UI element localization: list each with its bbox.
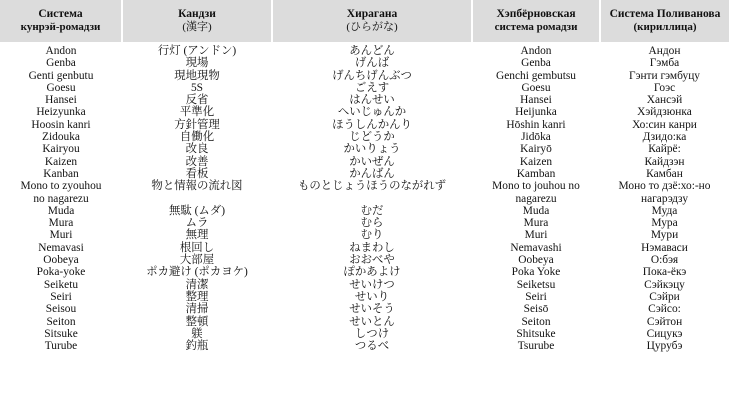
hepburn-cell: Seiton	[521, 315, 551, 328]
kunrei-cell: Sitsuke	[44, 327, 78, 340]
kunrei-cell: Mura	[48, 217, 74, 230]
hiragana-cell: むら	[360, 217, 384, 230]
hepburn-cell: Shitsuke	[516, 327, 556, 340]
hiragana-cell: せいけつ	[349, 278, 395, 291]
hiragana-cell: おおべや	[349, 254, 395, 267]
polivanov-cell: Хо:син канри	[632, 118, 697, 131]
hepburn-cell: Kairyō	[520, 143, 552, 156]
kanji-cell: 物と情報の流れ図	[151, 180, 243, 193]
kanji-cell: 大部屋	[179, 254, 215, 267]
polivanov-cell: Андон	[648, 45, 681, 57]
table-row	[0, 143, 729, 155]
table-body	[0, 42, 729, 352]
polivanov-cell: Мури	[650, 229, 679, 242]
hiragana-cell: しつけ	[354, 327, 390, 340]
table-row	[0, 279, 729, 291]
table-row	[0, 340, 729, 352]
polivanov-cell: Сэйтон	[646, 315, 683, 328]
table-header	[0, 0, 729, 42]
header-polivanov	[600, 0, 729, 42]
kunrei-cell: Heizyunka	[36, 106, 86, 119]
kunrei-cell: Seisou	[45, 303, 77, 316]
hepburn-cell: Muri	[524, 229, 548, 242]
hepburn-cell: Goesu	[521, 81, 551, 94]
hiragana-cell: むだ	[360, 204, 384, 217]
hiragana-cell: ねまわし	[349, 241, 395, 254]
polivanov-cell: Сэйри	[649, 290, 680, 303]
kanji-cell: 整理	[185, 290, 209, 303]
hiragana-cell: ぽかあよけ	[343, 266, 401, 279]
hepburn-cell: Jidōka	[521, 131, 551, 144]
header-polivanov-sub: (кириллица)	[633, 21, 697, 33]
hiragana-cell: つるべ	[354, 340, 390, 353]
hiragana-cell: ものとじょうほうのながれず	[297, 180, 447, 193]
header-hiragana-sub: (ひらがな)	[346, 21, 398, 33]
kanji-cell: 反省	[185, 94, 209, 107]
hepburn-cell: Seiri	[525, 290, 547, 303]
polivanov-cell: Гэнти гэмбуцу	[628, 69, 700, 82]
header-kanji-sub: (漢字)	[182, 21, 212, 33]
kanji-cell: 無駄 (ムダ)	[169, 204, 225, 217]
hepburn-cell: Kamban	[516, 167, 556, 180]
kanji-cell: 躾	[191, 327, 203, 340]
header-kunrei-sub: кунрэй-ромадзи	[20, 21, 101, 33]
kanji-cell: 自働化	[179, 131, 215, 144]
kanji-cell: 整頓	[185, 315, 209, 328]
hiragana-cell: せいそう	[349, 303, 395, 316]
header-kanji-title: Кандзи	[178, 8, 216, 20]
hepburn-cell: Kaizen	[519, 155, 553, 168]
header-hepburn-sub: система ромадзи	[494, 21, 578, 33]
kunrei-cell: Mono to zyouhou no nagarezu	[20, 180, 102, 205]
polivanov-cell: Нэмаваси	[641, 241, 688, 254]
header-kunrei	[0, 0, 122, 42]
kanji-cell: 現地現物	[174, 69, 220, 82]
polivanov-cell: Гоэс	[653, 81, 676, 94]
kunrei-cell: Kaizen	[44, 155, 78, 168]
header-kunrei-title: Система	[38, 8, 83, 20]
hiragana-cell: ごえす	[354, 81, 390, 94]
polivanov-cell: Сэйкэцу	[644, 278, 685, 291]
table-row	[0, 94, 729, 106]
kunrei-cell: Hansei	[45, 94, 77, 107]
polivanov-cell: Моно то дзё:хо:-но нагарэдзу	[618, 180, 711, 205]
table-row	[0, 168, 729, 180]
kunrei-cell: Genti genbutu	[28, 69, 94, 82]
hepburn-cell: Hōshin kanri	[506, 118, 566, 131]
header-hiragana-title: Хирагана	[346, 8, 398, 20]
hepburn-cell: Hansei	[520, 94, 552, 107]
kanji-cell: 改良	[185, 143, 209, 156]
polivanov-cell: Камбан	[646, 167, 683, 180]
table-row	[0, 291, 729, 303]
kunrei-cell: Seiri	[50, 290, 72, 303]
header-row	[0, 0, 729, 42]
table-row	[0, 42, 729, 57]
kanji-cell: 方針管理	[174, 118, 220, 131]
kanji-cell: 行灯 (アンドン)	[157, 45, 237, 57]
hiragana-cell: せいとん	[349, 315, 395, 328]
table-row	[0, 328, 729, 340]
table-row	[0, 82, 729, 94]
polivanov-cell: Сэйсо:	[648, 303, 681, 316]
hepburn-cell: Tsurube	[517, 340, 555, 353]
header-kanji	[122, 0, 272, 42]
hiragana-cell: はんせい	[349, 94, 395, 107]
table-row	[0, 180, 729, 205]
hiragana-cell: むり	[360, 229, 384, 242]
hiragana-cell: かいぜん	[349, 155, 395, 168]
hepburn-cell: Heijunka	[515, 106, 557, 119]
table-row	[0, 266, 729, 278]
kanji-cell: 5S	[190, 81, 204, 94]
kanji-cell: 釣瓶	[185, 340, 209, 353]
polivanov-cell: Хэйдзюнка	[637, 106, 692, 119]
kunrei-cell: Goesu	[46, 81, 76, 94]
kanji-cell: 無理	[185, 229, 209, 242]
table-row	[0, 254, 729, 266]
kunrei-cell: Kanban	[43, 167, 79, 180]
hepburn-cell: Oobeya	[518, 254, 554, 267]
kunrei-cell: Nemavasi	[38, 241, 84, 254]
table-row	[0, 156, 729, 168]
kunrei-cell: Genba	[46, 57, 76, 70]
kanji-cell: 改善	[185, 155, 209, 168]
hiragana-cell: へいじゅんか	[337, 106, 407, 119]
table-row	[0, 57, 729, 69]
hepburn-cell: Muda	[522, 204, 550, 217]
hepburn-cell: Genchi gembutsu	[495, 69, 577, 82]
kunrei-cell: Turube	[44, 340, 78, 353]
table-row	[0, 205, 729, 217]
hepburn-cell: Andon	[520, 45, 552, 57]
kanji-cell: ムラ	[185, 217, 209, 230]
hepburn-cell: Seisō	[523, 303, 549, 316]
polivanov-cell: Сицукэ	[646, 327, 683, 340]
polivanov-cell: Дзидо:ка	[642, 131, 687, 144]
kanji-cell: 平準化	[179, 106, 215, 119]
kanji-cell: 根回し	[179, 241, 215, 254]
kunrei-cell: Muri	[49, 229, 73, 242]
hiragana-cell: せいり	[354, 290, 390, 303]
table-row	[0, 316, 729, 328]
table-row	[0, 119, 729, 131]
table-row	[0, 303, 729, 315]
hiragana-cell: あんどん	[349, 45, 395, 57]
table-row	[0, 217, 729, 229]
kunrei-cell: Zidouka	[42, 131, 80, 144]
kunrei-cell: Poka-yoke	[36, 266, 86, 279]
kunrei-cell: Muda	[47, 204, 75, 217]
polivanov-cell: Пока-ёкэ	[642, 266, 687, 279]
table-row	[0, 229, 729, 241]
kunrei-cell: Andon	[45, 45, 77, 57]
table-row	[0, 242, 729, 254]
hiragana-cell: じどうか	[349, 131, 395, 144]
kunrei-cell: Seiton	[46, 315, 76, 328]
kunrei-cell: Seiketu	[43, 278, 79, 291]
hepburn-cell: Seiketsu	[516, 278, 556, 291]
kanji-cell: 現場	[185, 57, 209, 70]
kunrei-cell: Oobeya	[43, 254, 79, 267]
hepburn-cell: Mono to jouhou no nagarezu	[492, 180, 580, 205]
kunrei-cell: Kairyou	[42, 143, 80, 156]
kanji-cell: 清潔	[185, 278, 209, 291]
hiragana-cell: かんばん	[349, 167, 395, 180]
header-hepburn	[472, 0, 600, 42]
polivanov-cell: Гэмба	[649, 57, 680, 70]
table-row	[0, 70, 729, 82]
kanji-cell: 清掃	[185, 303, 209, 316]
header-polivanov-title: Система Поливанова	[609, 8, 721, 20]
header-hepburn-title: Хэпбёрновская	[496, 8, 576, 20]
hiragana-cell: げんば	[354, 57, 390, 70]
polivanov-cell: Кайдзэн	[644, 155, 685, 168]
hepburn-cell: Genba	[521, 57, 551, 70]
kunrei-cell: Hoosin kanri	[31, 118, 91, 131]
polivanov-cell: О:бэя	[650, 254, 679, 267]
hepburn-cell: Nemavashi	[510, 241, 562, 254]
hepburn-cell: Poka Yoke	[511, 266, 561, 279]
polivanov-cell: Цурубэ	[646, 340, 683, 353]
polivanov-cell: Мура	[651, 217, 678, 230]
polivanov-cell: Хансэй	[646, 94, 683, 107]
hiragana-cell: ほうしんかんり	[332, 118, 412, 131]
hiragana-cell: げんちげんぶつ	[332, 69, 412, 82]
table-row	[0, 106, 729, 118]
polivanov-cell: Кайрё:	[648, 143, 681, 156]
hiragana-cell: かいりょう	[343, 143, 401, 156]
polivanov-cell: Муда	[651, 204, 678, 217]
kanji-cell: ポカ避け (ポカヨケ)	[146, 266, 248, 279]
table-row	[0, 131, 729, 143]
header-hiragana	[272, 0, 472, 42]
hepburn-cell: Mura	[523, 217, 549, 230]
kanji-cell: 看板	[185, 167, 209, 180]
